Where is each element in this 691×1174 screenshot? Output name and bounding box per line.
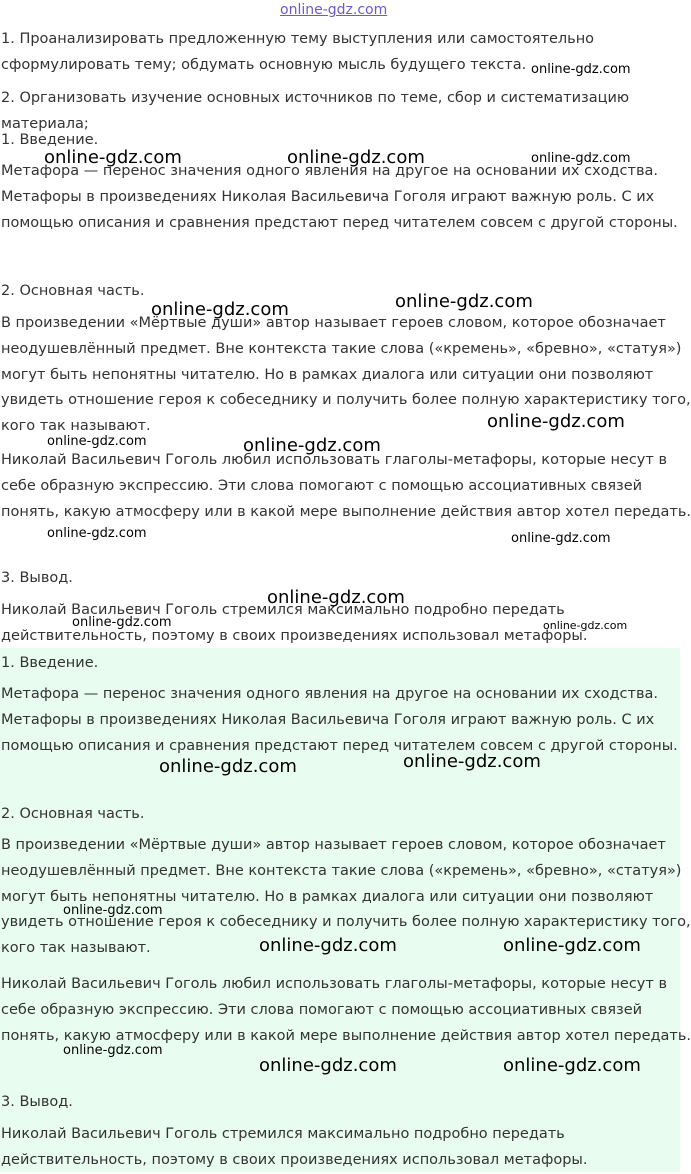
text-line: помощью описания и сравнения предстают перед читателем совсем с другой стороны. xyxy=(1,737,678,754)
instruction-line: 1. Проанализировать предложенную тему выступления или самостоятельно xyxy=(1,31,595,47)
text-line: могут быть непонятны читателю. Но в рамках диалога или ситуации они позволяют xyxy=(1,366,654,383)
section-intro-text xyxy=(1,159,677,236)
text-line: В произведении «Мёртвые души» автор называет героев словом, которое обозначает xyxy=(1,315,666,331)
watermark: online-gdz.com xyxy=(159,756,297,777)
instruction-line: сформулировать тему; обдумать основную мысль будущего текста. xyxy=(1,56,527,73)
text-line: Метафоры в произведениях Николая Васильевича Гоголя играют важную роль. С их xyxy=(1,188,655,205)
text-line: увидеть отношение героя к собеседнику и получить более полную характеристику того, xyxy=(1,914,691,931)
watermark: online-gdz.com xyxy=(531,151,631,166)
section-intro-text xyxy=(1,682,677,759)
watermark: online-gdz.com xyxy=(403,751,541,772)
text-line: неодушевлённый предмет. Вне контекста такие слова («кремень», «бревно», «статуя») xyxy=(1,862,682,879)
section-main-heading: 2. Основная часть. xyxy=(1,283,145,299)
watermark: online-gdz.com xyxy=(543,619,628,632)
watermark: online-gdz.com xyxy=(267,587,405,608)
watermark: online-gdz.com xyxy=(63,1043,163,1058)
instruction-line: материала; xyxy=(1,115,89,132)
text-line: Николай Васильевич Гоголь стремился максимально подробно передать xyxy=(1,602,565,618)
watermark: online-gdz.com xyxy=(47,526,147,541)
watermark: online-gdz.com xyxy=(487,411,625,432)
text-line: Николай Васильевич Гоголь любил использовать глаголы-метафоры, которые несут в xyxy=(1,452,667,468)
instruction-line: 2. Организовать изучение основных источников по теме, сбор и систематизацию xyxy=(1,90,630,106)
section-main-text-2 xyxy=(1,448,691,525)
text-line: кого так называют. xyxy=(1,418,151,435)
watermark: online-gdz.com xyxy=(503,1055,641,1076)
watermark: online-gdz.com xyxy=(47,434,147,449)
text-line: себе образную экспрессию. Эти слова помогают с помощью ассоциативных связей xyxy=(1,1001,643,1018)
watermark: online-gdz.com xyxy=(531,62,631,77)
section-intro-heading: 1. Введение. xyxy=(1,132,99,148)
section-intro-heading: 1. Введение. xyxy=(1,655,99,671)
watermark: online-gdz.com xyxy=(243,435,381,456)
watermark: online-gdz.com xyxy=(259,935,397,956)
section-conclusion-heading: 3. Вывод. xyxy=(1,1094,73,1110)
text-line: понять, какую атмосферу или в какой мере выполнение действия автор хотел передать. xyxy=(1,503,691,520)
text-line: помощью описания и сравнения предстают перед читателем совсем с другой стороны. xyxy=(1,214,678,231)
section-main-text-2 xyxy=(1,972,691,1049)
watermark: online-gdz.com xyxy=(151,299,289,320)
section-conclusion-text xyxy=(1,1122,677,1174)
text-line: себе образную экспрессию. Эти слова помогают с помощью ассоциативных связей xyxy=(1,477,643,494)
section-conclusion-heading: 3. Вывод. xyxy=(1,570,73,586)
text-line: В произведении «Мёртвые души» автор называет героев словом, которое обозначает xyxy=(1,837,666,853)
text-line: кого так называют. xyxy=(1,940,151,957)
text-line: Метафоры в произведениях Николая Васильевича Гоголя играют важную роль. С их xyxy=(1,711,655,728)
watermark: online-gdz.com xyxy=(259,1055,397,1076)
text-line: Метафора — перенос значения одного явления на другое на основании их сходства. xyxy=(1,686,659,702)
text-line: увидеть отношение героя к собеседнику и получить более полную характеристику того, xyxy=(1,392,691,409)
text-line: неодушевлённый предмет. Вне контекста такие слова («кремень», «бревно», «статуя») xyxy=(1,340,682,357)
text-line: Николай Васильевич Гоголь любил использовать глаголы-метафоры, которые несут в xyxy=(1,976,667,992)
watermark-top: online-gdz.com xyxy=(280,2,388,18)
text-line: действительность, поэтому в своих произведениях использовал метафоры. xyxy=(1,627,588,644)
section-main-heading: 2. Основная часть. xyxy=(1,806,145,822)
text-line: действительность, поэтому в своих произведениях использовал метафоры. xyxy=(1,1151,588,1168)
instruction-2 xyxy=(1,86,677,132)
text-line: Николай Васильевич Гоголь стремился максимально подробно передать xyxy=(1,1126,565,1142)
watermark: online-gdz.com xyxy=(503,935,641,956)
watermark: online-gdz.com xyxy=(287,147,425,168)
text-line: Метафора — перенос значения одного явления на другое на основании их сходства. xyxy=(1,163,659,179)
watermark: online-gdz.com xyxy=(44,147,182,168)
watermark: online-gdz.com xyxy=(511,531,611,546)
watermark: online-gdz.com xyxy=(72,615,172,630)
watermark: online-gdz.com xyxy=(395,291,533,312)
text-line: могут быть непонятны читателю. Но в рамках диалога или ситуации они позволяют xyxy=(1,888,654,905)
text-line: понять, какую атмосферу или в какой мере выполнение действия автор хотел передать. xyxy=(1,1027,691,1044)
watermark: online-gdz.com xyxy=(63,903,163,918)
